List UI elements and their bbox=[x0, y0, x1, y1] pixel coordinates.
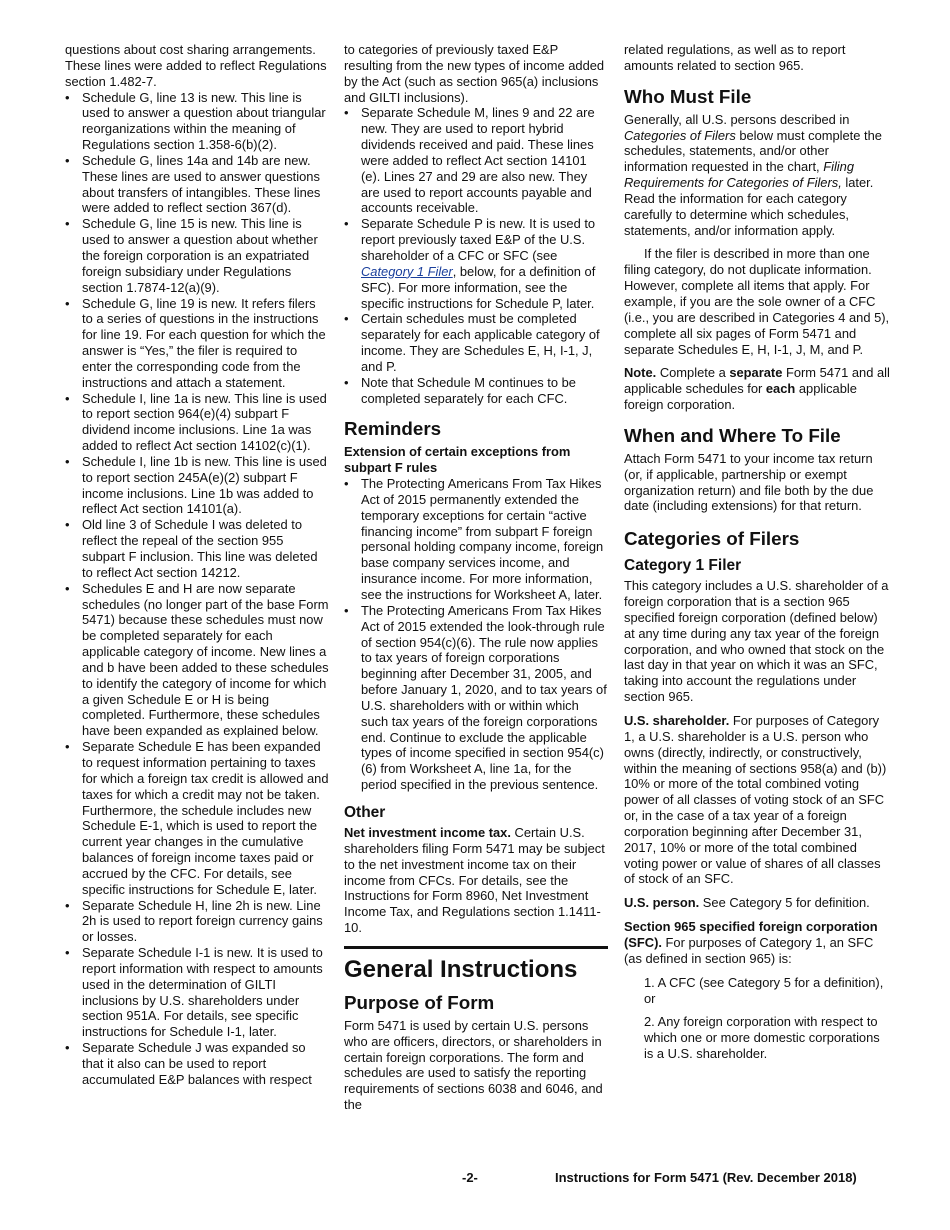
paragraph: Form 5471 is used by certain U.S. persons who are officers, directors, or shareholders in certain foreign corporations. The form and schedules are used to satisfy the reporting requirements of sections 6038 and 6046, and the bbox=[344, 1017, 603, 1113]
page-number: -2- bbox=[462, 1170, 478, 1185]
text: See Category 5 for definition. bbox=[699, 895, 870, 911]
bullet-item: • Schedule G, line 13 is new. This line is used to answer a question about triangular reorganizations within the meaning of Regulations section 1.358-6(b)(2). bbox=[65, 90, 329, 153]
text: Separate Schedule P is new. It is used to report previously taxed E&P of the U.S. shareholder of a CFC or SFC (see bbox=[361, 216, 596, 263]
bullet-item: • Separate Schedule I-1 is new. It is used to report information with respect to amounts used in the determination of GILTI inclusions by U.S. shareholders under section 951A. For details, see specific instructions for Schedule I-1, later. bbox=[65, 945, 329, 1040]
paragraph: related regulations, as well as to report amounts related to section 965. bbox=[624, 42, 846, 73]
column-1 bbox=[65, 42, 329, 1088]
paragraph bbox=[624, 895, 890, 911]
numbered-item: 2. Any foreign corporation with respect to which one or more domestic corporations is a U.S. shareholder. bbox=[644, 1014, 880, 1062]
bullet-item bbox=[344, 216, 608, 311]
bullet-item: • The Protecting Americans From Tax Hikes Act of 2015 extended the look-through rule of section 954(c)(6). The rule now applies to tax years of foreign corporations beginning after December 31, 2005, and before January 1, 2020, and to tax years of U.S. shareholders with or within which such tax years of the foreign corporations end. Continue to exclude the applicable types of income specified in section 954(c)(6) from Worksheet A, line 1a, for the period specified in the previous sentence. bbox=[344, 603, 608, 793]
general-instructions-heading: General Instructions bbox=[344, 946, 608, 984]
footer-title: Instructions for Form 5471 (Rev. December 2018) bbox=[555, 1170, 857, 1185]
paragraph: If the filer is described in more than one filing category, do not duplicate information. However, complete all items that apply. For example, if you are the sole owner of a CFC (i.e., you are described in Categories 4 and 5), complete all six pages of Form 5471 and separate Schedules E, H, I-1, J, M, and P. bbox=[624, 246, 890, 357]
text: Complete a bbox=[656, 365, 730, 381]
bullet-item: • Schedule G, line 19 is new. It refers filers to a series of questions in the instructions for line 19. For each question for which the answer is “Yes,” the filer is required to enter the corresponding code from the instructions and attach a statement. bbox=[65, 296, 329, 391]
text: , below, for a definition of SFC). For more information, see the specific instructions for Schedule P, later. bbox=[361, 263, 596, 311]
category-1-heading: Category 1 Filer bbox=[624, 557, 742, 575]
text: later. Read the information for each category carefully to determine which schedules, statements, and/or information apply. bbox=[624, 175, 874, 238]
text: For purposes of Category 1, an SFC (as defined in section 965) is: bbox=[624, 934, 874, 966]
bullet-item: • Schedules E and H are now separate schedules (no longer part of the base Form 5471) because these schedules must now be completed separately for each applicable category of income. New lines a and b have been added to these schedules to identify the category of income for which a given Schedule E or H is being completed. Furthermore, these schedules have been expanded as explained below. bbox=[65, 581, 329, 739]
run-in-heading: Net investment income tax. bbox=[344, 824, 511, 840]
column-2 bbox=[344, 42, 608, 1113]
paragraph: This category includes a U.S. shareholder of a foreign corporation that is a section 965 specified foreign corporation (defined below) at any time during any tax year of the foreign corporation, and who owned that stock on the last day in that year on which it was an SFC, taking into account the regulations under section 965. bbox=[624, 578, 889, 705]
text: Form 5471 and all applicable schedules for bbox=[624, 365, 890, 397]
paragraph bbox=[624, 713, 890, 887]
bold-text: separate bbox=[729, 365, 783, 381]
italic-text: Filing Requirements for Categories of Filers, bbox=[624, 159, 855, 191]
bullet-item: • Separate Schedule J was expanded so that it also can be used to report accumulated E&P balances with respect bbox=[65, 1040, 329, 1088]
note-paragraph bbox=[624, 365, 890, 413]
run-in-heading: U.S. shareholder. bbox=[624, 713, 730, 728]
bullet-item: • Note that Schedule M continues to be completed separately for each CFC. bbox=[344, 375, 608, 407]
bullet-item: • Separate Schedule E has been expanded to request information pertaining to taxes for which a foreign tax credit is allowed and taxes for which a credit may not be taken. Furthermore, the schedule includes new Schedule E-1, which is used to report the current year changes in the cumulative balances of foreign income taxes paid or accrued by the CFC. For details, see specific instructions for Schedule E, later. bbox=[65, 739, 329, 897]
bullet-item: • Separate Schedule H, line 2h is new. Line 2h is used to report foreign currency gains or losses. bbox=[65, 898, 329, 946]
bullet-item: • Separate Schedule M, lines 9 and 22 are new. They are used to report hybrid dividends received and paid. These lines were added to reflect Act section 14101 (e). Lines 27 and 29 are also new. They are used to report accounts payable and accounts receivable. bbox=[344, 105, 608, 216]
text: For purposes of Category 1, a U.S. shareholder is a U.S. person who owns (directly, indirectly, or constructively, within the meaning of sections 958(a) and (b)) 10% or more of the total combined voting power of all classes of voting stock of an SFC or, in the case of a tax year of a foreign corporation beginning after December 31, 2017, 10% or more of the total combined voting power or value of shares of all classes of stock of an SFC. bbox=[624, 713, 887, 887]
text: applicable foreign corporation. bbox=[624, 381, 857, 413]
bullet-item: • Schedule G, line 15 is new. This line is used to answer a question about whether the foreign corporation is an expatriated foreign subsidiary under Regulations section 1.7874-12(a)(9). bbox=[65, 216, 329, 295]
paragraph: to categories of previously taxed E&P resulting from the new types of income added by the Act (such as section 965(a) inclusions and GILTI inclusions). bbox=[344, 42, 605, 105]
text: below must complete the schedules, statements, and/or other information requested in the chart, bbox=[624, 127, 882, 175]
italic-text: Categories of Filers bbox=[624, 127, 736, 143]
paragraph bbox=[344, 825, 608, 936]
bullet-item: • Certain schedules must be completed separately for each applicable category of income. They are Schedules E, H, I-1, J, and P. bbox=[344, 311, 608, 374]
run-in-heading: U.S. person. bbox=[624, 895, 700, 911]
numbered-item: 1. A CFC (see Category 5 for a definition), or bbox=[644, 974, 884, 1006]
text: Generally, all U.S. persons described in bbox=[624, 111, 850, 127]
bullet-item: • Schedule G, lines 14a and 14b are new. These lines are used to answer questions about transfers of intangibles. These lines were added to reflect section 367(d). bbox=[65, 153, 329, 216]
paragraph bbox=[624, 112, 890, 239]
categories-heading: Categories of Filers bbox=[624, 528, 800, 550]
note-label: Note. bbox=[624, 365, 657, 381]
bold-text: each bbox=[765, 381, 796, 397]
paragraph: questions about cost sharing arrangements. These lines were added to reflect Regulations section 1.482-7. bbox=[65, 42, 327, 89]
run-in-heading: Section 965 specified foreign corporation (SFC). bbox=[624, 919, 878, 950]
bullet-item: • Schedule I, line 1b is new. This line is used to report section 245A(e)(2) subpart F income inclusions. Line 1b was added to reflect Act section 14101(a). bbox=[65, 454, 329, 517]
subheading: Extension of certain exceptions from subpart F rules bbox=[344, 444, 571, 476]
other-heading: Other bbox=[344, 803, 386, 821]
text: Certain U.S. shareholders filing Form 5471 may be subject to the net investment income tax on their income from CFCs. For details, see the Instructions for Form 8960, Net Investment Income Tax, and Regulations section 1.1411-10. bbox=[344, 824, 605, 936]
who-must-file-heading: Who Must File bbox=[624, 85, 752, 107]
paragraph: Attach Form 5471 to your income tax return (or, if applicable, partnership or exempt organization return) and file both by the due date (including extensions) for that return. bbox=[624, 450, 874, 514]
reminders-heading: Reminders bbox=[344, 418, 442, 440]
bullet-item: • Schedule I, line 1a is new. This line is used to report section 964(e)(4) subpart F dividend income inclusions. Line 1a was added to reflect Act section 14102(c)(1). bbox=[65, 391, 329, 454]
paragraph bbox=[624, 919, 890, 967]
column-3 bbox=[624, 42, 890, 1062]
when-and-where-heading: When and Where To File bbox=[624, 424, 841, 446]
bullet-item: • The Protecting Americans From Tax Hikes Act of 2015 permanently extended the temporary exceptions for certain “active financing income” from subpart F foreign personal holding company income, foreign base company services income, and insurance income. For more information, see the instructions for Worksheet A, later. bbox=[344, 476, 608, 603]
category-1-filer-link[interactable]: Category 1 Filer bbox=[361, 263, 453, 279]
bullet-item: • Old line 3 of Schedule I was deleted to reflect the repeal of the section 955 subpart F inclusion. This line was deleted to reflect Act section 14212. bbox=[65, 517, 329, 580]
purpose-of-form-heading: Purpose of Form bbox=[344, 991, 495, 1013]
